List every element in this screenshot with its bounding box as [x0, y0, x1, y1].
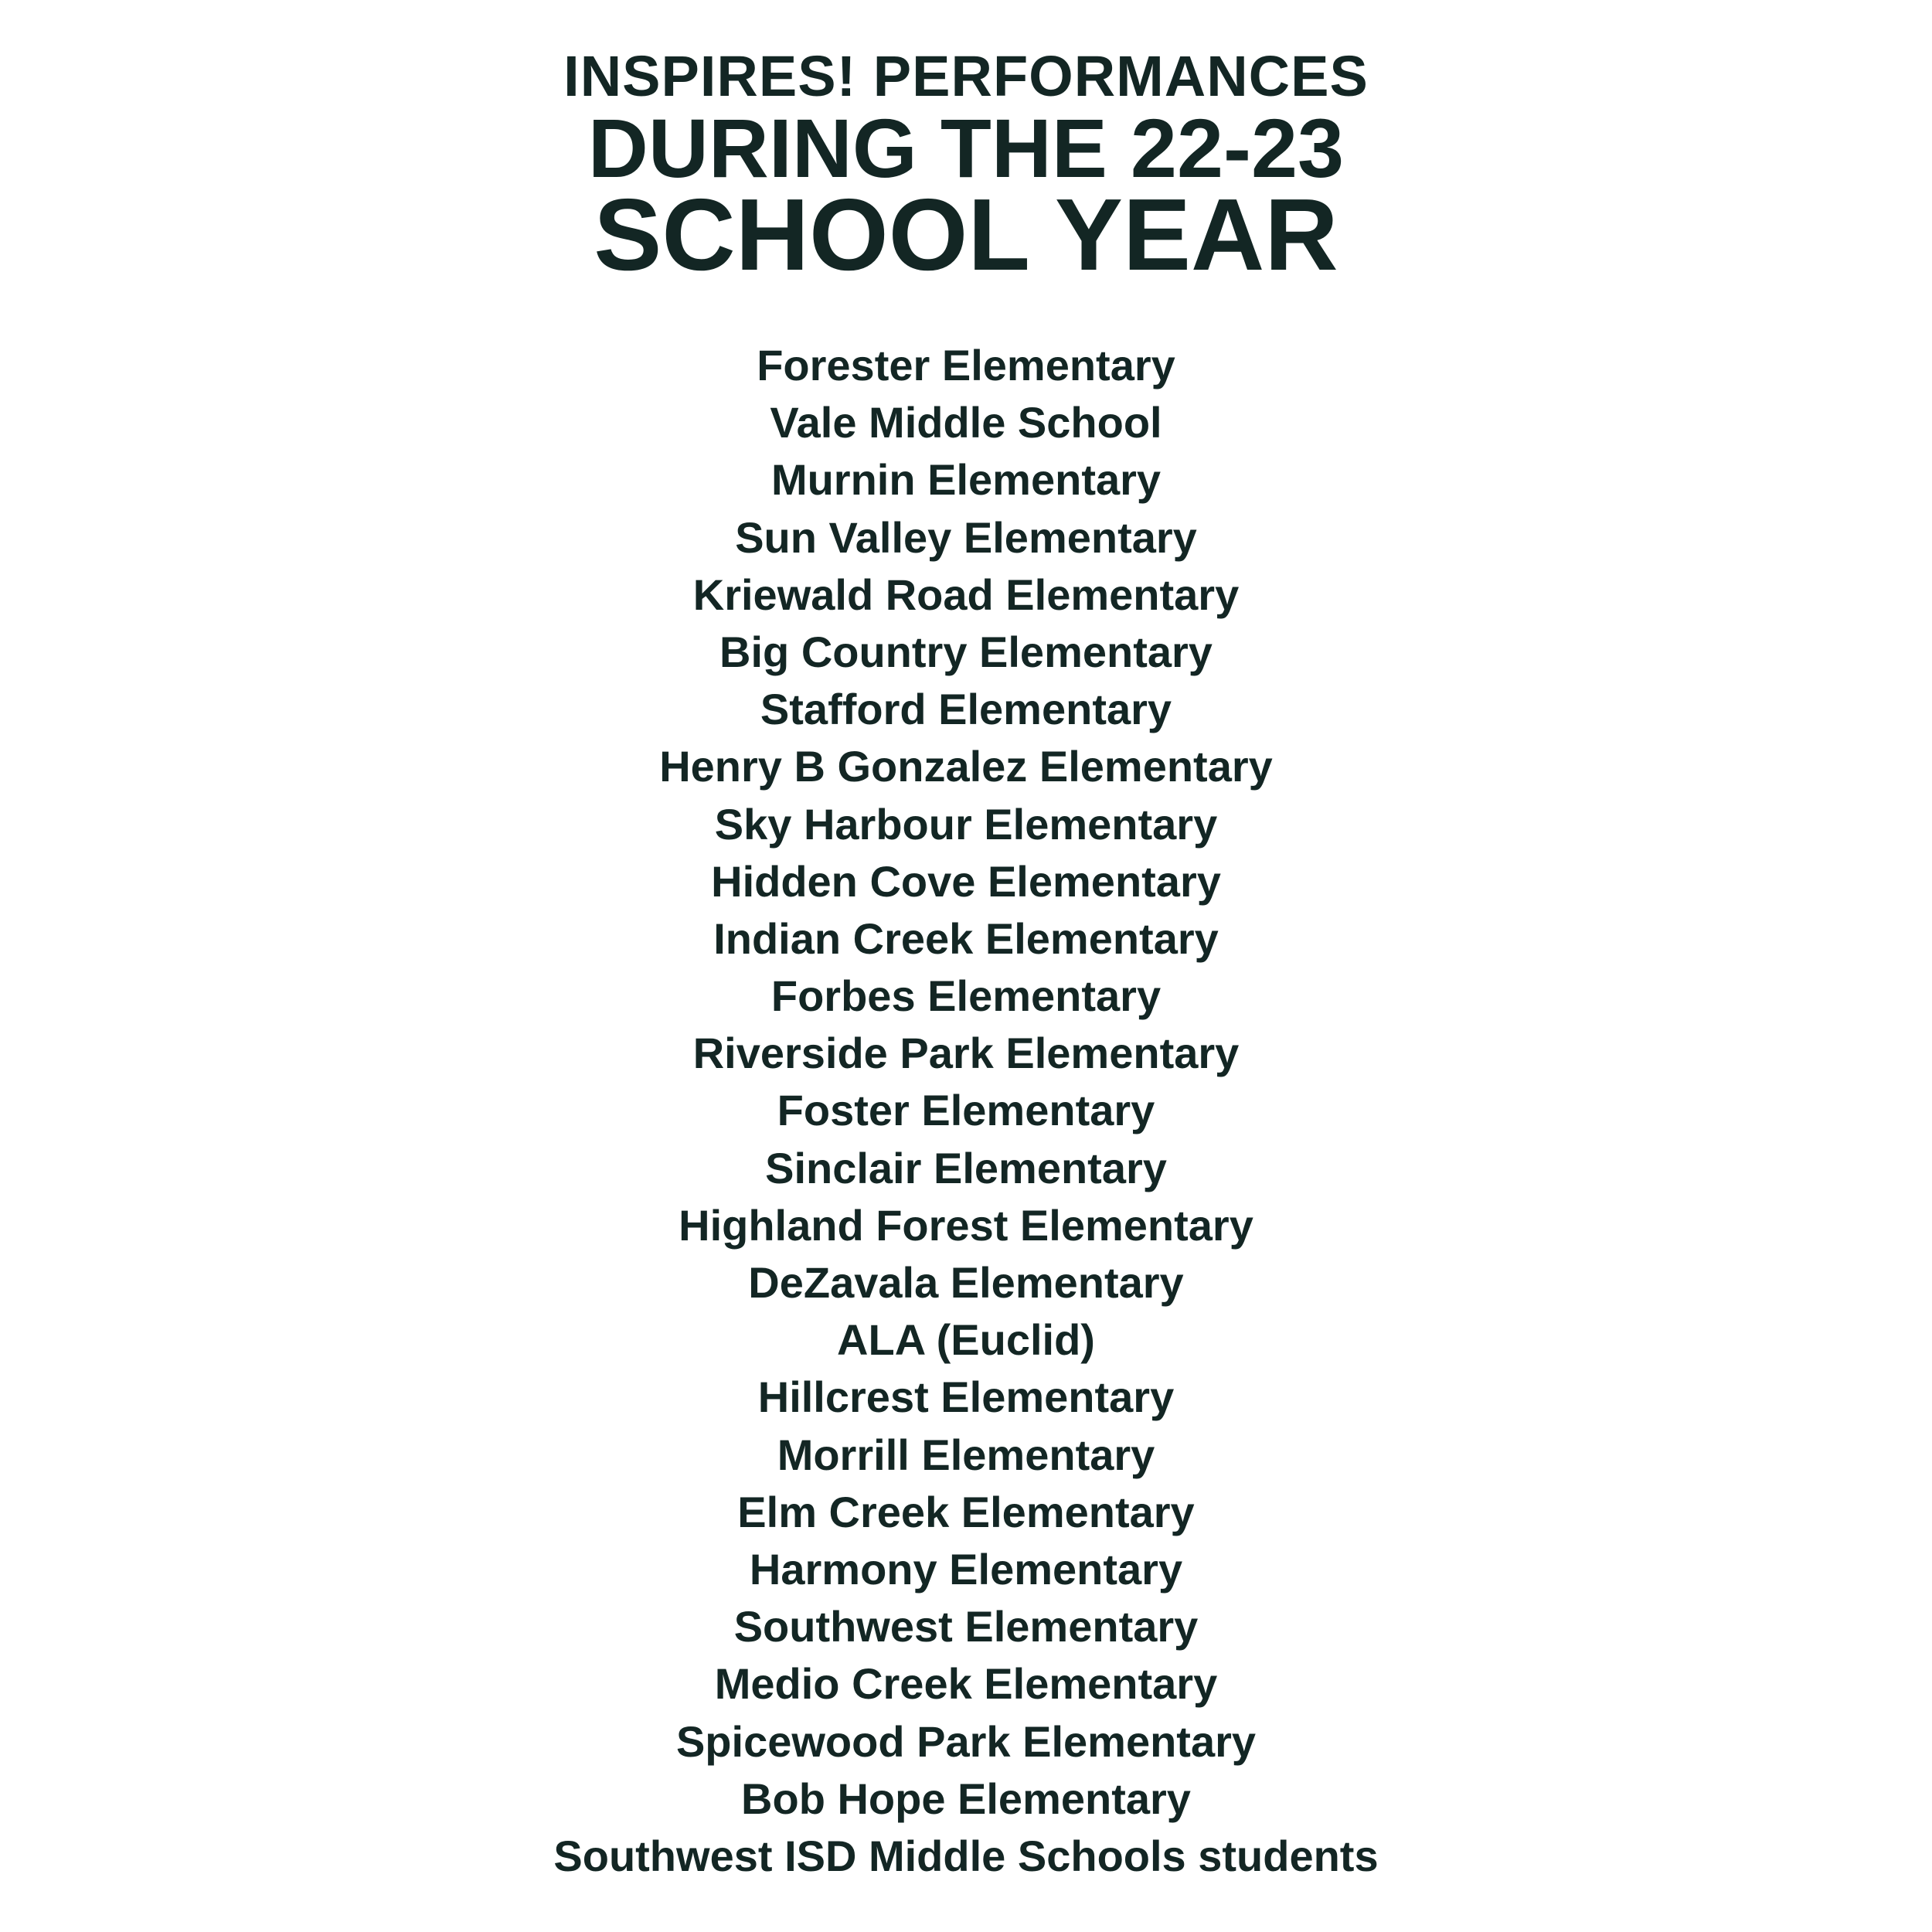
- school-list: [0, 337, 1932, 1885]
- school-item: Harmony Elementary: [749, 1544, 1183, 1594]
- heading-line-3: SCHOOL YEAR: [594, 178, 1338, 291]
- school-item: Medio Creek Elementary: [714, 1659, 1218, 1709]
- school-item: Morrill Elementary: [777, 1430, 1155, 1479]
- school-item: Bob Hope Elementary: [741, 1774, 1191, 1823]
- school-item: Southwest Elementary: [733, 1602, 1199, 1651]
- heading-line-1: INSPIRES! PERFORMANCES: [563, 44, 1369, 108]
- school-item: Kriewald Road Elementary: [692, 570, 1240, 619]
- school-item: ALA (Euclid): [837, 1315, 1095, 1365]
- school-item: Sky Harbour Elementary: [714, 799, 1218, 849]
- school-item: Highland Forest Elementary: [679, 1200, 1253, 1250]
- school-item: Sun Valley Elementary: [735, 512, 1197, 562]
- school-item: Stafford Elementary: [760, 685, 1172, 734]
- school-item: Big Country Elementary: [719, 627, 1213, 676]
- school-item: Indian Creek Elementary: [713, 913, 1219, 963]
- school-item: Riverside Park Elementary: [692, 1029, 1240, 1078]
- school-item: Murnin Elementary: [770, 455, 1162, 505]
- school-item: Foster Elementary: [777, 1086, 1155, 1135]
- school-item: Spicewood Park Elementary: [675, 1716, 1257, 1766]
- school-item: Hidden Cove Elementary: [711, 856, 1221, 906]
- school-item: Henry B Gonzalez Elementary: [659, 742, 1273, 791]
- heading-line-2: DURING THE 22-23: [587, 101, 1345, 195]
- school-item: DeZavala Elementary: [748, 1258, 1184, 1307]
- school-item: Forbes Elementary: [770, 971, 1162, 1021]
- school-item: Elm Creek Elementary: [737, 1487, 1195, 1536]
- school-item: Vale Middle School: [770, 398, 1162, 447]
- school-item: Southwest ISD Middle Schools students: [553, 1831, 1379, 1880]
- school-item: Hillcrest Elementary: [757, 1372, 1175, 1422]
- school-item: Sinclair Elementary: [765, 1143, 1167, 1192]
- school-item: Forester Elementary: [757, 341, 1175, 389]
